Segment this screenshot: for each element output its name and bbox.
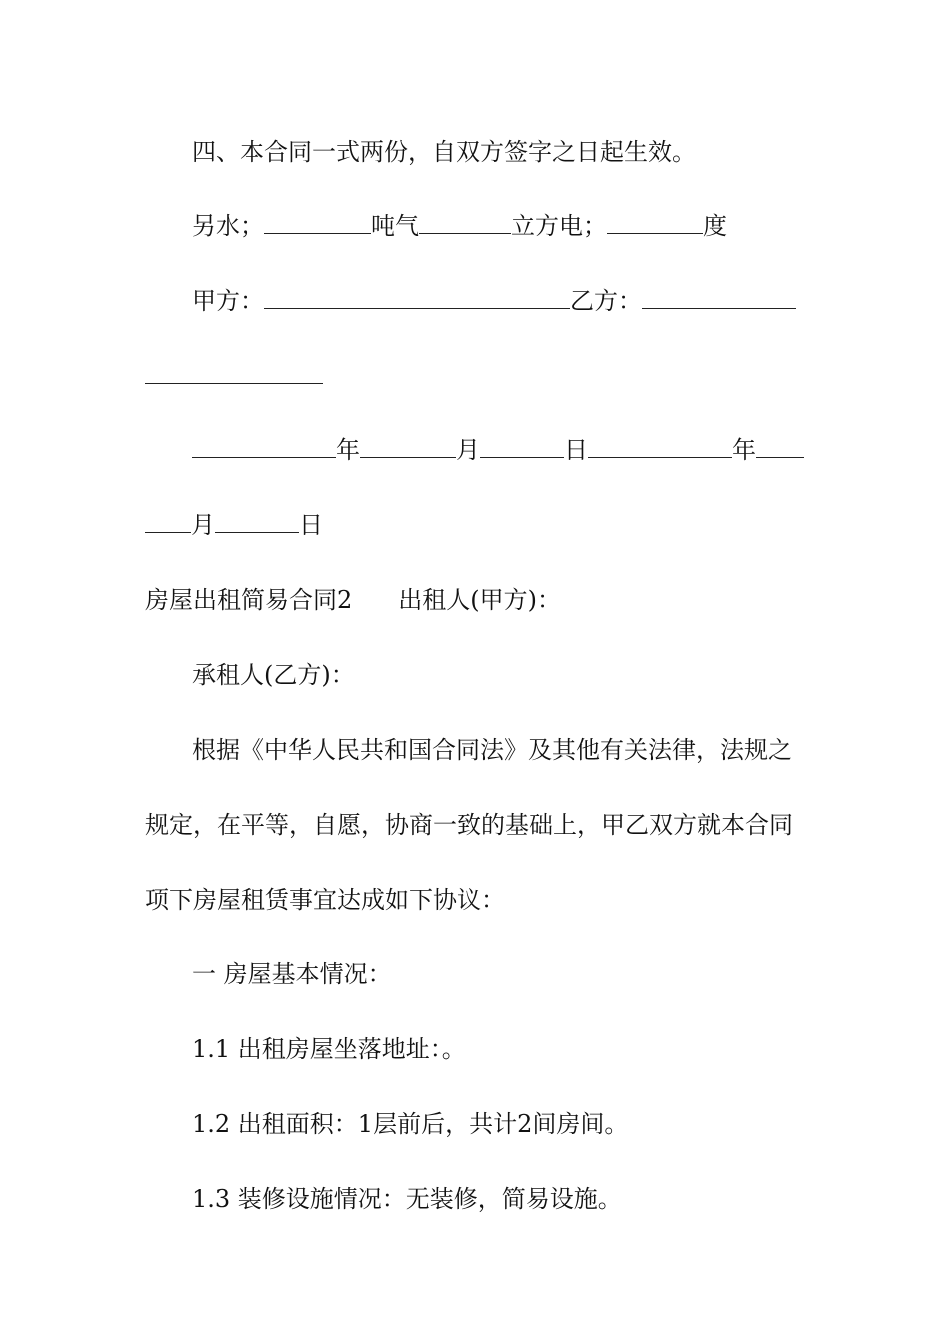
item-1-2: 1.2 出租面积：1层前后，共计2间房间。 <box>192 1110 629 1138</box>
electricity-unit: 度 <box>703 212 727 240</box>
month-b-label: 月 <box>191 511 215 539</box>
party-b-label: 乙方： <box>570 287 642 315</box>
signature-line <box>192 285 796 317</box>
day-b-label: 日 <box>299 511 323 539</box>
contract2-title: 房屋出租简易合同2 <box>145 586 353 614</box>
lessor-label: 出租人(甲方)： <box>398 586 562 614</box>
signature-continuation <box>145 360 323 392</box>
clause-four: 四、本合同一式两份，自双方签字之日起生效。 <box>192 138 696 166</box>
year-b-label: 年 <box>732 436 756 464</box>
item-1-3: 1.3 装修设施情况：无装修，简易设施。 <box>192 1185 622 1213</box>
month-a-blank[interactable] <box>360 435 456 458</box>
lessee-line: 承租人(乙方)： <box>192 661 355 689</box>
intro-paragraph-line-2: 规定，在平等，自愿，协商一致的基础上，甲乙双方就本合同 <box>145 811 793 839</box>
month-a-label: 月 <box>456 436 480 464</box>
party-b-blank-continued[interactable] <box>145 361 323 384</box>
electricity-blank[interactable] <box>607 211 703 234</box>
month-b-blank[interactable] <box>145 510 191 533</box>
day-a-label: 日 <box>564 436 588 464</box>
gas-unit: 立方电； <box>511 212 607 240</box>
party-a-blank[interactable] <box>264 286 570 309</box>
party-a-label: 甲方： <box>192 287 264 315</box>
section-one-title: 一 房屋基本情况： <box>192 960 392 988</box>
utilities-prefix: 另水； <box>192 212 264 240</box>
contract2-heading-line <box>145 584 561 616</box>
intro-paragraph-line-1: 根据《中华人民共和国合同法》及其他有关法律，法规之 <box>192 736 792 764</box>
water-blank[interactable] <box>264 211 371 234</box>
year-a-blank[interactable] <box>192 435 336 458</box>
date-line <box>192 434 804 466</box>
party-b-blank[interactable] <box>642 286 796 309</box>
water-unit: 吨气 <box>371 212 419 240</box>
year-a-label: 年 <box>336 436 360 464</box>
year-b-trailing-blank[interactable] <box>756 435 804 458</box>
gas-blank[interactable] <box>419 211 511 234</box>
day-b-blank[interactable] <box>215 510 299 533</box>
item-1-1: 1.1 出租房屋坐落地址：。 <box>192 1035 466 1063</box>
year-b-blank[interactable] <box>588 435 732 458</box>
utilities-line <box>192 210 727 242</box>
day-a-blank[interactable] <box>480 435 564 458</box>
date-line-continued <box>145 509 323 541</box>
intro-paragraph-line-3: 项下房屋租赁事宜达成如下协议： <box>145 886 505 914</box>
